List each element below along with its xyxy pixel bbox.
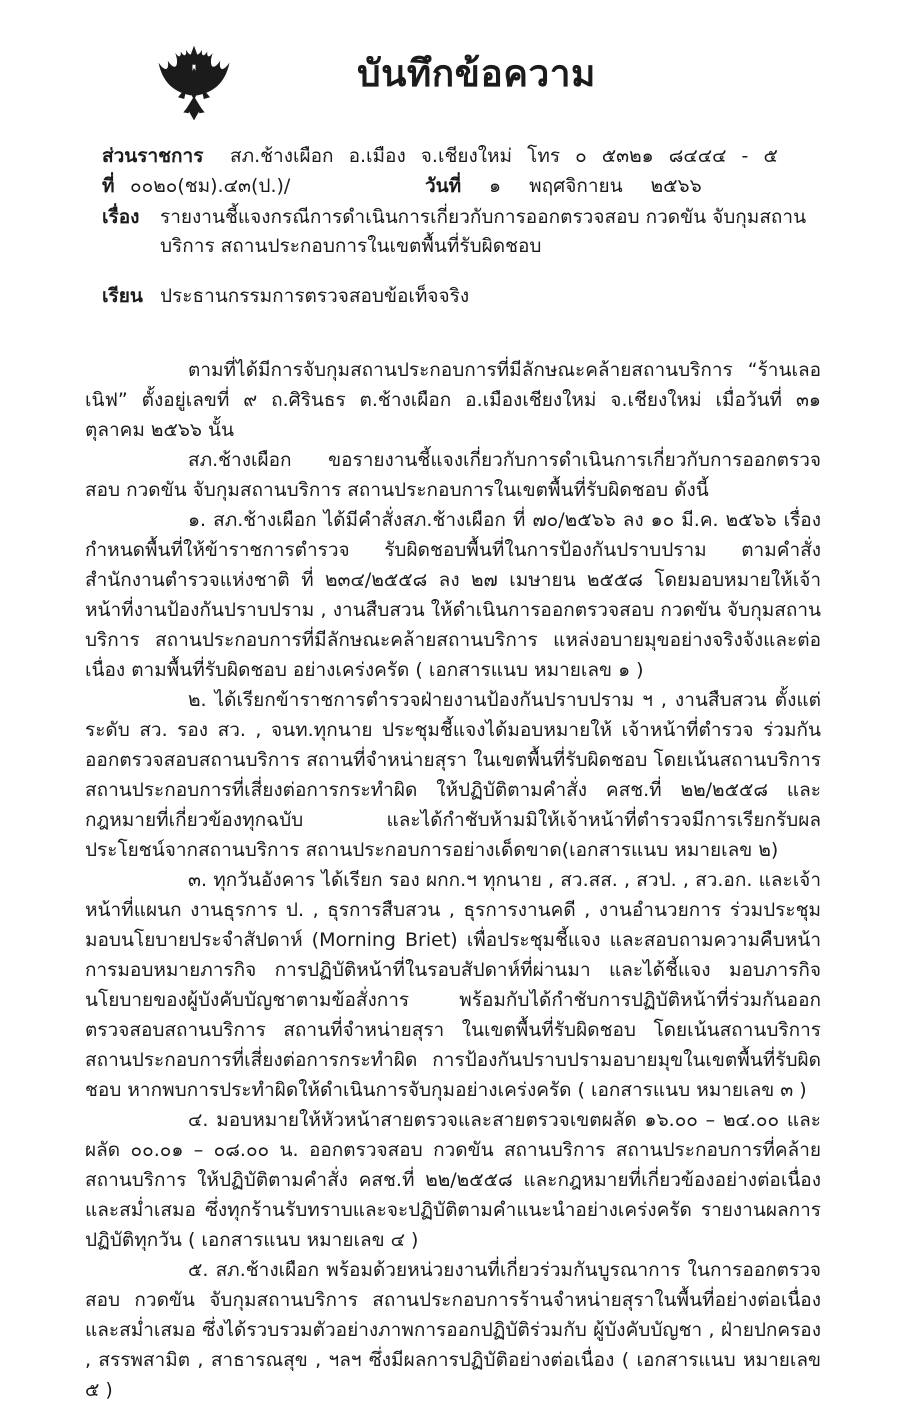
- paragraph-intro: ตามที่ได้มีการจับกุมสถานประกอบการที่มีลักษณะคล้ายสถานบริการ “ร้านเลอเนิฟ” ตั้งอยู่เลขที่ ๙ ถ.ศิรินธร ต.ช้างเผือก อ.เมืองเชียงใหม่ จ.เชียงใหม่ เมื่อวันที่ ๓๑ ตุลาคม ๒๕๖๖ นั้น: [85, 359, 821, 441]
- paragraph-lead: สภ.ช้างเผือก ขอรายงานชี้แจงเกี่ยวกับการดำเนินการเกี่ยวกับการออกตรวจสอบ กวดขัน จับกุมสถานบริการ สถานประกอบการในเขตพื้นที่รับผิดชอบ ดังนี้: [85, 449, 821, 501]
- document-body: [85, 355, 821, 1405]
- page-title: บันทึกข้อความ: [357, 52, 596, 95]
- garuda-emblem-icon: [154, 44, 234, 122]
- to-row: [102, 282, 821, 311]
- to-value: ประธานกรรมการตรวจสอบข้อเท็จจริง: [160, 285, 470, 307]
- doc-no-value: ๐๐๒๐(ชม).๔๓(ป.)/: [130, 175, 291, 197]
- agency-value: สภ.ช้างเผือก อ.เมือง จ.เชียงใหม่ โทร ๐ ๕๓๒๑ ๘๔๔๔ - ๕: [230, 145, 778, 167]
- paragraph-item-4: ๔. มอบหมายให้หัวหน้าสายตรวจและสายตรวจเขตผลัด ๑๖.๐๐ – ๒๔.๐๐ และผลัด ๐๐.๐๑ – ๐๘.๐๐ น. ออกตรวจสอบ กวดขัน สถานบริการ สถานประกอบการที่คล้ายสถานบริการ ให้ปฏิบัติตามคำสั่ง คสช.ที่ ๒๒/๒๕๕๘ และกฎหมายที่เกี่ยวข้องอย่างต่อเนื่อง และสม่ำเสมอ ซึ่งทุกร้านรับทราบและจะปฏิบัติตามคำแนะนำอย่างเคร่งครัด รายงานผลการปฏิบัติทุกวัน ( เอกสารแนบ หมายเลข ๔ ): [85, 1109, 821, 1251]
- paragraph-item-5: ๕. สภ.ช้างเผือก พร้อมด้วยหน่วยงานที่เกี่ยวร่วมกันบูรณาการ ในการออกตรวจสอบ กวดขัน จับกุมสถานบริการ สถานประกอบการร้านจำหน่ายสุราในพื้นที่อย่างต่อเนื่อง และสม่ำเสมอ ซึ่งได้รวบรวมตัวอย่างภาพการออกปฏิบัติร่วมกับ ผู้บังคับบัญชา , ฝ่ายปกครอง , สรรพสามิต , สาธารณสุข , ฯลฯ ซึ่งมีผลการปฏิบัติอย่างต่อเนื่อง ( เอกสารแนบ หมายเลข ๕ ): [85, 1259, 821, 1401]
- date-value: ๑ พฤศจิกายน ๒๕๖๖: [489, 175, 702, 197]
- subject-value: รายงานชี้แจงกรณีการดำเนินการเกี่ยวกับการออกตรวจสอบ กวดขัน จับกุมสถานบริการ สถานประกอบการในเขตพื้นที่รับผิดชอบ: [160, 206, 807, 257]
- doc-no-row: [102, 172, 821, 201]
- agency-label: ส่วนราชการ: [102, 145, 204, 167]
- meta-block: [102, 142, 821, 311]
- paragraph-item-1: ๑. สภ.ช้างเผือก ได้มีคำสั่งสภ.ช้างเผือก ที่ ๗๐/๒๕๖๖ ลง ๑๐ มี.ค. ๒๕๖๖ เรื่อง กำหนดพื้นที่ให้ข้าราชการตำรวจ รับผิดชอบพื้นที่ในการป้องกันปราบปราม ตามคำสั่งสำนักงานตำรวจแห่งชาติ ที่ ๒๓๔/๒๕๕๘ ลง ๒๗ เมษายน ๒๕๕๘ โดยมอบหมายให้เจ้าหน้าที่งานป้องกันปราบปราม , งานสืบสวน ให้ดำเนินการออกตรวจสอบ กวดขัน จับกุมสถานบริการ สถานประกอบการที่มีลักษณะคล้ายสถานบริการ แหล่งอบายมุขอย่างจริงจังและต่อเนื่อง ตามพื้นที่รับผิดชอบ อย่างเคร่งครัด ( เอกสารแนบ หมายเลข ๑ ): [85, 509, 821, 681]
- to-label: เรียน: [102, 285, 143, 307]
- subject-label: เรื่อง: [102, 206, 140, 228]
- subject-row: [102, 203, 821, 261]
- doc-no-label: ที่: [102, 175, 115, 197]
- document-header: [0, 0, 903, 122]
- date-label: วันที่: [425, 175, 462, 197]
- paragraph-item-2: ๒. ได้เรียกข้าราชการตำรวจฝ่ายงานป้องกันปราบปราม ฯ , งานสืบสวน ตั้งแต่ระดับ สว. รอง สว. , จนท.ทุกนาย ประชุมชี้แจงได้มอบหมายให้ เจ้าหน้าที่ตำรวจ ร่วมกันออกตรวจสอบสถานบริการ สถานที่จำหน่ายสุรา ในเขตพื้นที่รับผิดชอบ โดยเน้นสถานบริการ สถานประกอบการที่เสี่ยงต่อการกระทำผิด ให้ปฏิบัติตามคำสั่ง คสช.ที่ ๒๒/๒๕๕๘ และกฎหมายที่เกี่ยวข้องทุกฉบับ และได้กำชับห้ามมิให้เจ้าหน้าที่ตำรวจมีการเรียกรับผลประโยชน์จากสถานบริการ สถานประกอบการอย่างเด็ดขาด(เอกสารแนบ หมายเลข ๒): [85, 689, 821, 861]
- agency-row: [102, 142, 821, 171]
- paragraph-item-3: ๓. ทุกวันอังคาร ได้เรียก รอง ผกก.ฯ ทุกนาย , สว.สส. , สวป. , สว.อก. และเจ้าหน้าที่แผนก งานธุรการ ป. , ธุรการสืบสวน , ธุรการงานคดี , งานอำนวยการ ร่วมประชุมมอบนโยบายประจำสัปดาห์ (Morning Briet) เพื่อประชุมชี้แจง และสอบถามความคืบหน้าการมอบหมายภารกิจ การปฏิบัติหน้าที่ในรอบสัปดาห์ที่ผ่านมา และได้ชี้แจง มอบภารกิจ นโยบายของผู้บังคับบัญชาตามข้อสั่งการ พร้อมกับได้กำชับการปฏิบัติหน้าที่ร่วมกันออกตรวจสอบสถานบริการ สถานที่จำหน่ายสุรา ในเขตพื้นที่รับผิดชอบ โดยเน้นสถานบริการ สถานประกอบการที่เสี่ยงต่อการกระทำผิด การป้องกันปราบปรามอบายมุขในเขตพื้นที่รับผิดชอบ หากพบการประทำผิดให้ดำเนินการจับกุมอย่างเคร่งครัด ( เอกสารแนบ หมายเลข ๓ ): [85, 869, 821, 1101]
